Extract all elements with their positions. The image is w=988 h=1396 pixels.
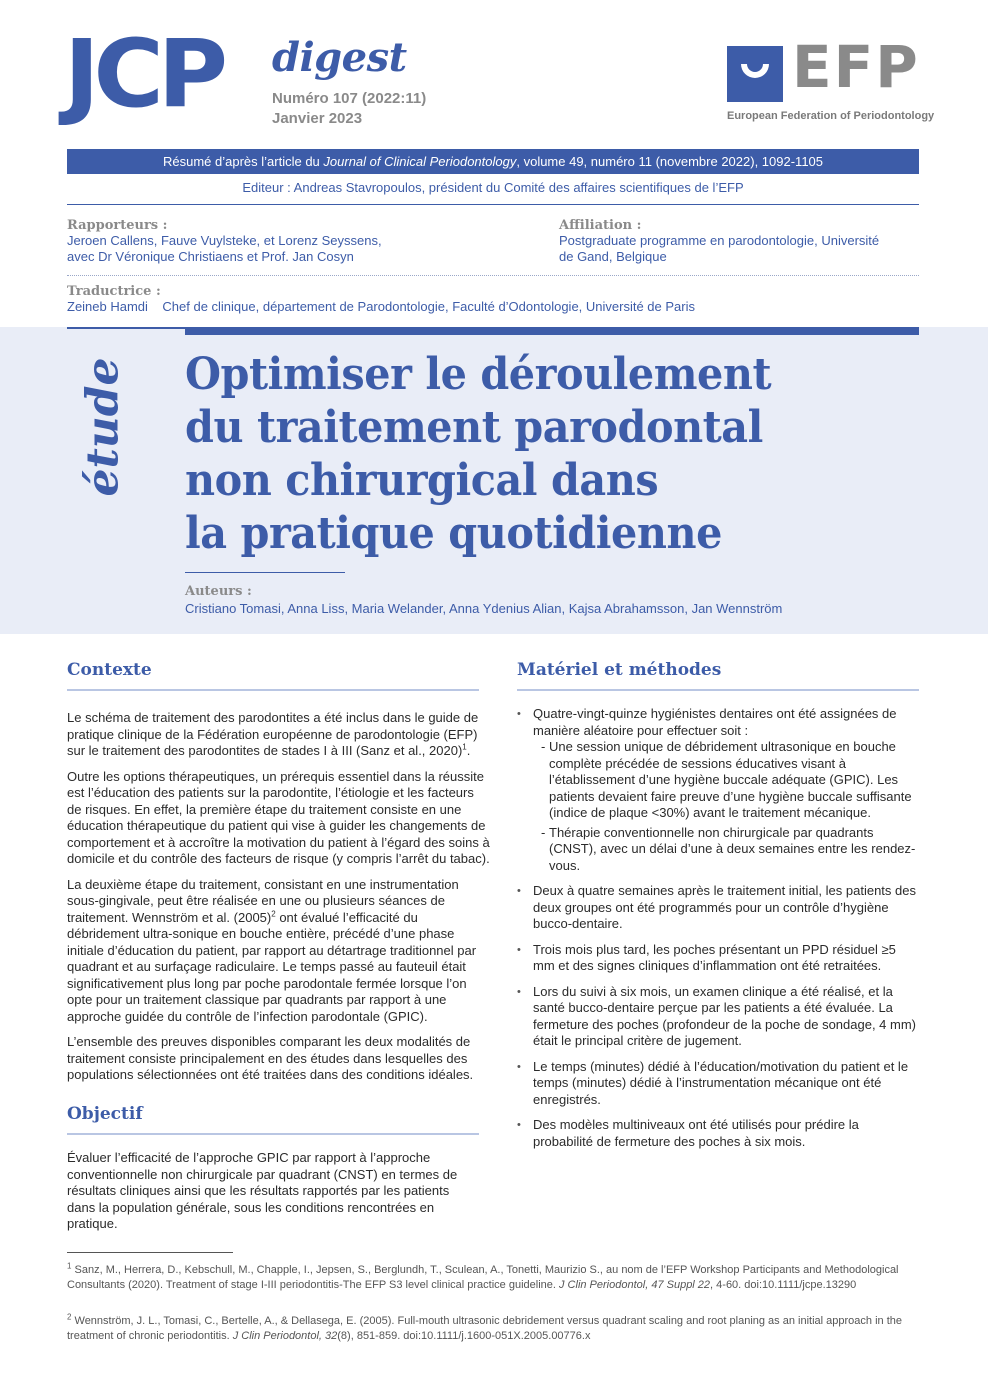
issue-number: Numéro 107 (2022:11) [272, 90, 427, 107]
heading-rule [67, 1133, 479, 1135]
title-rule [185, 572, 345, 573]
paragraph: L’ensemble des preuves disponibles comparant les deux modalités de traitement consiste principalement en des études dans lesquelles des populations sélectionnées ont été traitées dans des conditions idéales. [67, 1034, 474, 1082]
title-line: du traitement parodontal [185, 402, 763, 453]
dotted-divider [67, 275, 919, 276]
methodes-list [517, 706, 919, 1150]
section-tag [68, 352, 138, 502]
methodes-section [517, 660, 919, 1159]
article-title [185, 348, 871, 560]
authors-list: Cristiano Tomasi, Anna Liss, Maria Welander, Anna Ydenius Alian, Kajsa Abrahamsson, Jan Wennström [185, 601, 783, 616]
rapporteurs [67, 218, 382, 265]
affiliation-line2: de Gand, Belgique [559, 249, 667, 264]
banner-journal: Journal of Clinical Periodontology [323, 154, 517, 169]
footnote-ref[interactable]: 2 [271, 909, 276, 919]
authors-label: Auteurs : [185, 584, 252, 599]
digest-logo: digest [272, 34, 407, 81]
translator-label: Traductrice : [67, 284, 161, 299]
affiliation-line1: Postgraduate programme en parodontologie, Université [559, 233, 880, 248]
paragraph [67, 710, 491, 760]
text: Le schéma de traitement des parodontites a été inclus dans le guide de pratique clinique de la Fédération européenne de parodontologie (EFP) sur le traitement des parodontites de stades I à III (Sanz et al., 2020) [67, 710, 479, 758]
issue-info [272, 89, 426, 129]
contexte-heading: Contexte [67, 660, 152, 680]
list-item: • Deux à quatre semaines après le traitement initial, les patients des deux groupes ont été programmés pour un contrôle d’hygiène bucco-dentaire. [517, 883, 919, 933]
affiliation-label: Affiliation : [559, 218, 642, 233]
list-item: • Trois mois plus tard, les poches présentant un PPD résiduel ≥5 mm et des signes cliniques d’inflammation ont été retraitées. [517, 942, 919, 975]
banner-suffix: , volume 49, numéro 11 (novembre 2022), 1092-1105 [516, 154, 824, 169]
text: (8), 851-859. doi:10.1111/j.1600-051X.2005.00776.x [337, 1330, 591, 1342]
title-line: Optimiser le déroulement [185, 349, 772, 400]
title-line: la pratique quotidienne [185, 508, 722, 559]
objectif-section [67, 1104, 479, 1233]
text: , 4-60. doi:10.1111/jcpe.13290 [710, 1279, 857, 1291]
footnote-2 [67, 1314, 927, 1344]
footnote-number: 2 [67, 1312, 72, 1322]
objectif-heading: Objectif [67, 1104, 143, 1124]
contexte-section [67, 660, 490, 1093]
footnote-rule [67, 1252, 233, 1253]
jcp-logo: JCP [64, 20, 222, 129]
efp-logo-text: EFP [792, 33, 920, 101]
text: La deuxième étape du traitement, consistant en une instrumentation sous-gingivale, peut être réalisée en une ou plusieurs séances de traitement. Wennström et al. (2005) [67, 876, 459, 925]
heading-rule [517, 689, 919, 691]
rapporteurs-line2: avec Dr Véronique Christiaens et Prof. Jan Cosyn [67, 249, 354, 264]
text: Sanz, M., Herrera, D., Kebschull, M., Chapple, I., Jepsen, S., Berglundh, T., Sculean, A., Tonetti, Maurizio S., au nom de l’EFP Workshop Participants and Methodological Consultants (2020). Treatment of stage I-III periodontitis-The EFP S3 level clinical practice guideline. [67, 1264, 899, 1291]
rapporteurs-line1: Jeroen Callens, Fauve Vuylsteke, et Lorenz Seyssens, [67, 233, 382, 248]
issue-date: Janvier 2023 [272, 110, 363, 127]
banner-prefix: Résumé d’après l’article du [162, 154, 320, 169]
title-line: non chirurgical dans [185, 455, 659, 506]
text: ont évalué l’efficacité du débridement ultra-sonique en bouche entière, précédé d’une phase initiale d’éducation du patient, par rapport au détartrage traditionnel par quadrant et au surfaçage radiculaire. Le temps passé au fauteuil était significativement plus long par poche parodontale fermée lorsque l’on opte pour un traitement classique par quadrants par rapport à une approche guidée du contrôle de l’infection parodontale (GPIC). [67, 909, 477, 1024]
list-item: • Des modèles multiniveaux ont été utilisés pour prédire la probabilité de fermeture des poches à six mois. [517, 1117, 919, 1150]
list-item: • Lors du suivi à six mois, un examen clinique a été réalisé, et la santé bucco-dentaire perçue par les patients a été évaluée. La fermeture des poches (profondeur de la poche de sondage, 4 mm) était le principal critère de jugement. [517, 984, 919, 1050]
journal: J Clin Periodontol, 47 Suppl 22 [559, 1279, 711, 1291]
source-banner [67, 149, 919, 174]
footnote-1 [67, 1263, 927, 1293]
translator-info [67, 299, 695, 315]
section-tag-text: étude [77, 357, 129, 497]
title-band-rule [67, 327, 185, 329]
efp-full-name: European Federation of Periodontology [727, 110, 935, 122]
translator-role: Chef de clinique, département de Parodontologie, Faculté d’Odontologie, Université de Paris [162, 299, 695, 314]
footnote-number: 1 [67, 1261, 72, 1271]
sub-list-item: - Une session unique de débridement ultrasonique en bouche complète précédée de sessions éducatives visant à l’établissement d’une hygiène buccale adéquate (GPIC). Les patients devaient faire preuve d’une hygiène buccale suffisante (indice de plaque <30%) avant le traitement mécanique. [541, 739, 919, 822]
sub-list-item: - Thérapie conventionnelle non chirurgicale par quadrants (CNST), avec un délai d’une à deux semaines entre les rendez-vous. [541, 825, 919, 875]
sub-list [533, 739, 919, 874]
affiliation [559, 218, 879, 265]
heading-rule [67, 689, 479, 691]
rapporteurs-label: Rapporteurs : [67, 218, 168, 233]
methodes-heading: Matériel et méthodes [517, 660, 722, 680]
text: Quatre-vingt-quinze hygiénistes dentaires ont été assignées de manière aléatoire pour effectuer soit : [533, 706, 897, 738]
text: . [466, 743, 471, 758]
text: Wennström, J. L., Tomasi, C., Bertelle, A., & Dellasega, E. (2005). Full-mouth ultrasonic debridement versus quadrant scaling and root planing as an initial approach in the treatment of chronic periodontitis. [67, 1315, 902, 1342]
objectif-body: Évaluer l’efficacité de l’approche GPIC par rapport à l’approche conventionnelle non chirurgicale par quadrant (CNST) en termes de résultats cliniques ainsi que les résultats rapportés par les patients dans la population générale, sous les conditions rencontrées en pratique. [67, 1150, 458, 1231]
list-item [517, 706, 919, 874]
contexte-body [67, 710, 491, 1084]
paragraph [67, 877, 491, 1026]
divider [67, 204, 919, 205]
title-band-bar [185, 327, 919, 335]
translator-name: Zeineb Hamdi [67, 299, 148, 314]
paragraph: Outre les options thérapeutiques, un prérequis essentiel dans la réussite est l’éducation des patients sur la parodontite, l’étiologie et les facteurs de risques. En effet, la première étape du traitement consiste en une éducation thérapeutique du patient qui vise à guider les changements de comportement et à accroître la motivation du patient à l’égard des soins à domicile et du contrôle des facteurs de risque (y compris l’arrêt du tabac). [67, 768, 490, 866]
translator [67, 284, 695, 315]
footnote-ref[interactable]: 1 [462, 742, 467, 752]
editor-line: Editeur : Andreas Stavropoulos, président du Comité des affaires scientifiques de l’EFP [242, 180, 744, 195]
journal: J Clin Periodontol, 32 [232, 1330, 338, 1342]
list-item: • Le temps (minutes) dédié à l’éducation/motivation du patient et le temps (minutes) dédié à l’instrumentation mécanique ont été enregistrés. [517, 1059, 919, 1109]
